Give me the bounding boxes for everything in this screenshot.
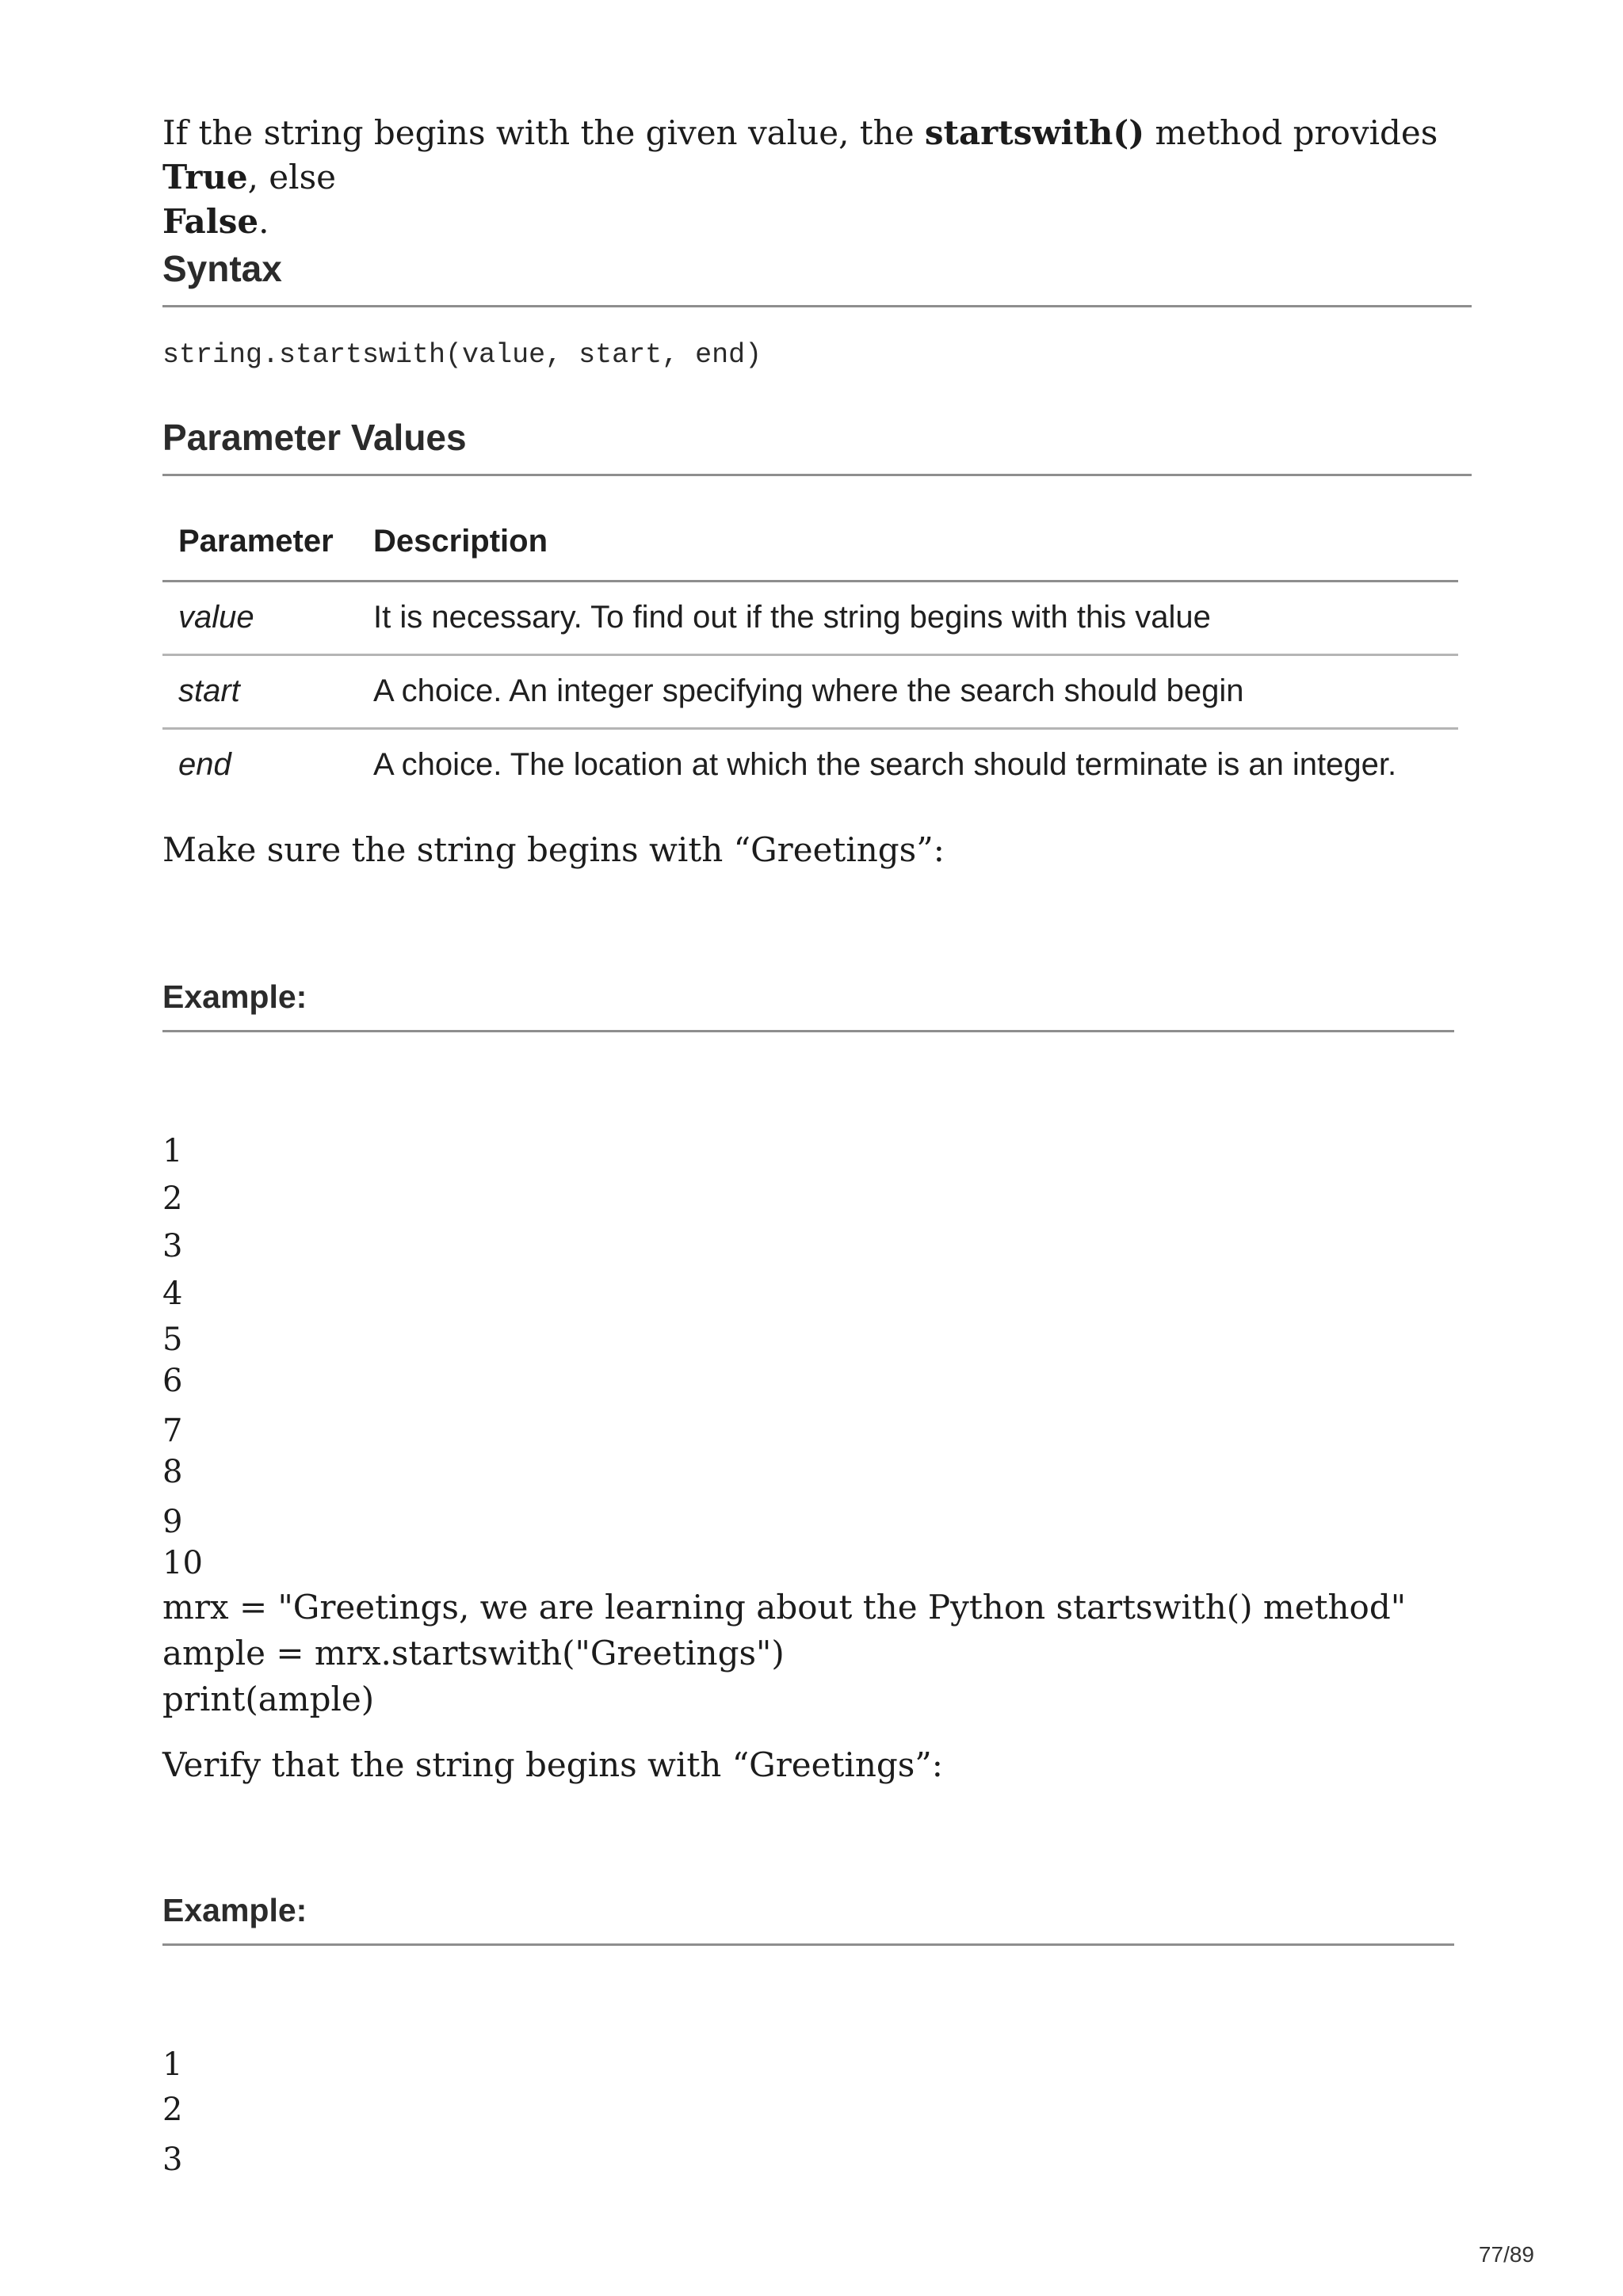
table-row [162,582,1458,655]
example1-intro: Make sure the string begins with “Greetings”: [162,830,945,869]
code-line: print(ample) [162,1680,375,1718]
table-header-row [162,507,1458,582]
line-number: 4 [162,1276,183,1312]
parameter-values-heading: Parameter Values [162,417,467,458]
table-row [162,729,1458,802]
intro-text-1: If the string begins with the given value, the [162,113,925,152]
intro-text-2: method provides [1144,113,1438,152]
line-number: 6 [162,1363,183,1399]
page-number: 77/89 [1478,2242,1534,2267]
example2-intro: Verify that the string begins with “Greetings”: [162,1745,943,1784]
column-header-parameter: Parameter [162,507,357,582]
parameter-name: value [162,582,357,655]
parameter-name: start [162,655,357,729]
line-number: 3 [162,1228,183,1264]
method-name: startswith() [924,113,1145,152]
column-header-description: Description [357,507,1458,582]
intro-text-3: , else [247,158,336,196]
false-keyword: False [162,202,259,241]
line-number: 2 [162,2092,183,2128]
line-number: 2 [162,1180,183,1217]
parameter-description: A choice. An integer specifying where the search should begin [357,655,1458,729]
code-line: ample = mrx.startswith("Greetings") [162,1634,785,1672]
parameters-table [162,507,1458,801]
parameter-description: A choice. The location at which the search should terminate is an integer. [373,746,1397,782]
line-number: 3 [162,2142,183,2178]
line-number: 10 [162,1545,203,1581]
parameter-name: end [178,746,231,782]
example2-heading: Example: [162,1892,307,1928]
line-number: 7 [162,1413,183,1449]
line-number: 8 [162,1454,183,1490]
example1-code [162,1585,1406,1722]
parameter-description: It is necessary. To find out if the string begins with this value [357,582,1458,655]
syntax-code: string.startswith(value, start, end) [162,339,762,371]
syntax-divider [162,305,1472,307]
table-row [162,655,1458,729]
line-number: 9 [162,1504,183,1540]
code-line: mrx = "Greetings, we are learning about the Python startswith() method" [162,1588,1407,1627]
line-number: 1 [162,2046,183,2083]
syntax-heading: Syntax [162,248,282,289]
line-number: 5 [162,1322,183,1358]
parameter-values-divider [162,474,1472,476]
intro-text-4: . [258,202,269,241]
line-number: 1 [162,1133,183,1169]
true-keyword: True [162,158,248,196]
example1-divider [162,1030,1454,1032]
example1-heading: Example: [162,978,307,1015]
example2-divider [162,1943,1454,1946]
intro-paragraph [162,111,1462,244]
